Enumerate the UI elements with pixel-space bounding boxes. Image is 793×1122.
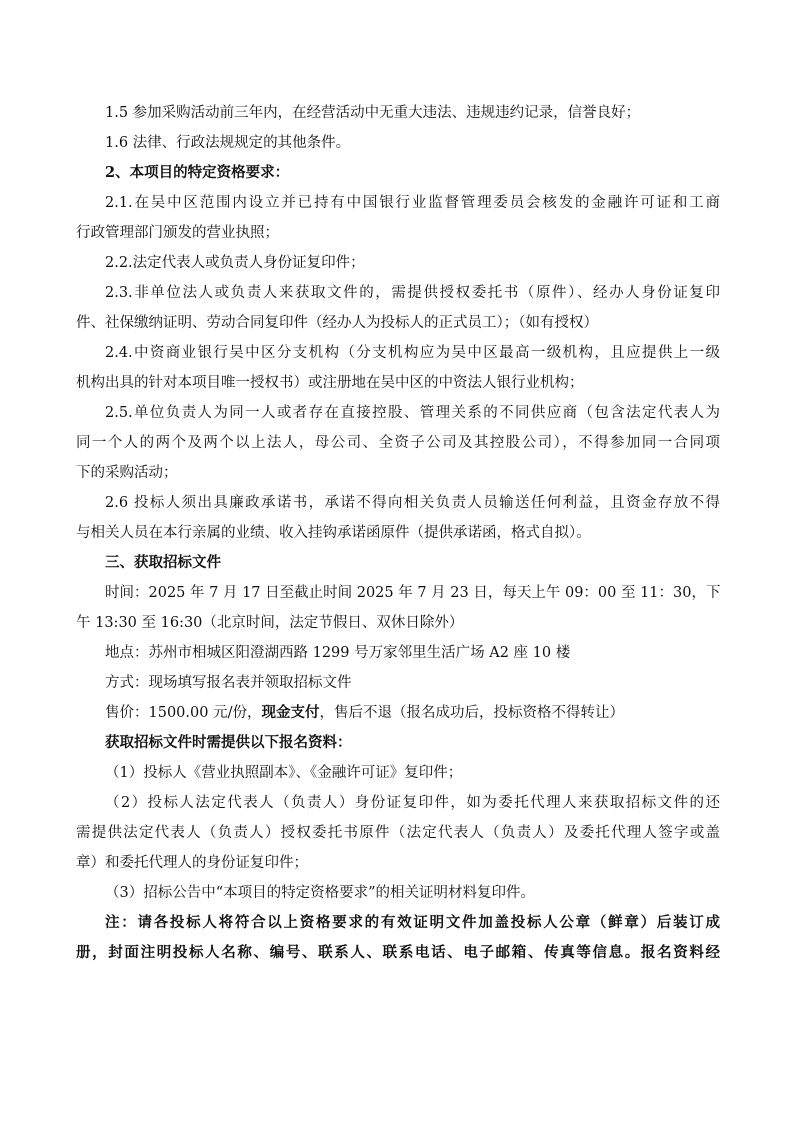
paragraph-line: 2.6 投标人须出具廉政承诺书，承诺不得向相关负责人员输送任何利益，且资金存放不得: [105, 495, 720, 511]
paragraph-line: 与相关人员在本行亲属的业绩、收入挂钩承诺函原件（提供承诺函，格式自拟）。: [76, 525, 591, 541]
section-heading: 2、本项目的特定资格要求：: [105, 164, 290, 181]
note-line: 注：请各投标人将符合以上资格要求的有效证明文件加盖投标人公章（鲜章）后装订成: [105, 914, 720, 931]
payment-method: 现金支付: [261, 704, 320, 721]
paragraph-line: 2.1.在吴中区范围内设立并已持有中国银行业监督管理委员会核发的金融许可证和工商: [105, 195, 720, 211]
section-heading: 获取招标文件时需提供以下报名资料：: [105, 734, 352, 751]
paragraph-line: 2.2.法定代表人或负责人身份证复印件；: [105, 255, 365, 271]
list-item: （1）投标人《营业执照副本》、《金融许可证》复印件；: [105, 765, 463, 781]
paragraph-line: 机构出具的针对本项目唯一授权书）或注册地在吴中区的中资法人银行业机构；: [76, 375, 584, 391]
paragraph-line: 2.4.中资商业银行吴中区分支机构（分支机构应为吴中区最高一级机构，且应提供上一级: [105, 345, 720, 361]
refund-note: ，售后不退（报名成功后，投标资格不得转让）: [319, 705, 624, 721]
paragraph-line: 地点：苏州市相城区阳澄湖西路 1299 号万家邻里生活广场 A2 座 10 楼: [105, 645, 571, 661]
paragraph-line: 需提供法定代表人（负责人）授权委托书原件（法定代表人（负责人）及委托代理人签字或盖: [76, 825, 720, 841]
price-line: [76, 698, 720, 728]
section-heading: 三、获取招标文件: [105, 554, 221, 571]
paragraph-line: 午 13:30 至 16:30（北京时间，法定节假日、双休日除外）: [76, 615, 464, 631]
document-body: [76, 98, 720, 968]
paragraph-line: 时间：2025 年 7 月 17 日至截止时间 2025 年 7 月 23 日，每天上午 09：00 至 11：30，下: [105, 585, 720, 601]
paragraph-line: 行政管理部门颁发的营业执照；: [76, 225, 279, 241]
list-item: （2）投标人法定代表人（负责人）身份证复印件，如为委托代理人来获取招标文件的还: [105, 795, 720, 811]
price-text: 售价：1500.00 元/份，: [105, 705, 262, 721]
paragraph-line: 2.3.非单位法人或负责人来获取文件的，需提供授权委托书（原件）、经办人身份证复印: [105, 285, 720, 301]
note-line: 册，封面注明投标人名称、编号、联系人、联系电话、电子邮箱、传真等信息。报名资料经: [76, 944, 720, 961]
paragraph-line: 方式：现场填写报名表并领取招标文件: [105, 675, 352, 691]
list-item: （3）招标公告中“本项目的特定资格要求”的相关证明材料复印件。: [105, 885, 536, 901]
paragraph-line: 章）和委托代理人的身份证复印件；: [76, 855, 308, 871]
paragraph-line: 1.5 参加采购活动前三年内，在经营活动中无重大违法、违规违约记录，信誉良好；: [105, 105, 641, 121]
paragraph-line: 下的采购活动；: [76, 465, 178, 481]
paragraph-line: 2.5.单位负责人为同一人或者存在直接控股、管理关系的不同供应商（包含法定代表人为: [105, 405, 720, 421]
paragraph-line: 件、社保缴纳证明、劳动合同复印件（经办人为投标人的正式员工）；（如有授权）: [76, 315, 598, 331]
paragraph-line: 1.6 法律、行政法规规定的其他条件。: [105, 135, 351, 151]
paragraph-line: 同一个人的两个及两个以上法人，母公司、全资子公司及其控股公司），不得参加同一合同项: [76, 435, 720, 451]
